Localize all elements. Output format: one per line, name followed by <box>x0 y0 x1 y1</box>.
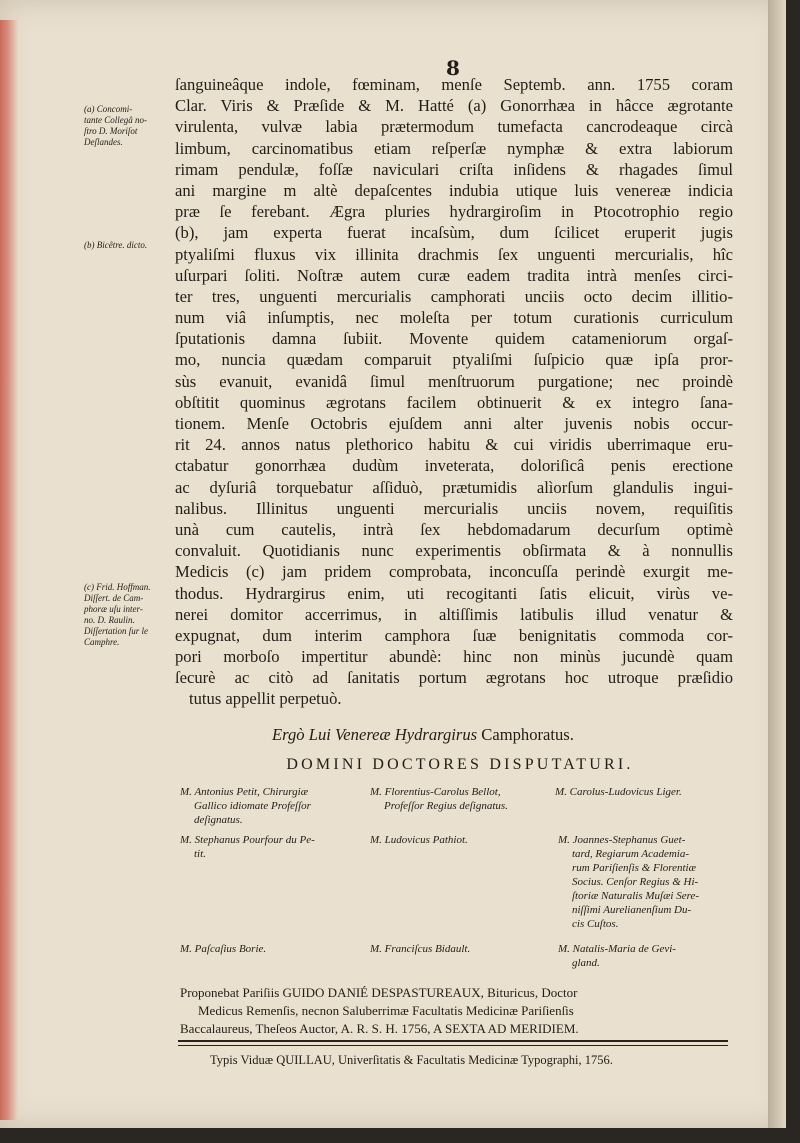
margin-note-line: (a) Concomi- <box>84 104 133 114</box>
doctor-entry <box>180 785 311 827</box>
doctor-line: tard, Regiarum Academia- <box>572 848 690 860</box>
page-left-edge <box>0 20 18 1120</box>
doctor-line: tit. <box>194 848 206 860</box>
doctor-entry <box>558 942 676 970</box>
body-line: thodus. Hydrargirus enim, uti recogitanti ſatis elicuit, virùs ve- <box>175 583 733 603</box>
section-heading: DOMINI DOCTORES DISPUTATURI. <box>286 756 634 773</box>
page-right-edge <box>768 0 786 1128</box>
doctor-line: M. Ludovicus Pathiot. <box>370 834 468 846</box>
body-line: ptyaliſmi fluxus vix illinita drachmis ſex unguenti mercurialis, hîc <box>175 244 733 264</box>
doctor-line: Gallico idiomate Profeſſor <box>194 800 311 812</box>
body-line: ter tres, unguenti mercurialis camphorati unciis octo decim illitio- <box>175 286 733 306</box>
printer-imprint: Typis Viduæ QUILLAU, Univerſitatis & Facultatis Medicinæ Typographi, 1756. <box>210 1053 613 1067</box>
doctor-line: deſignatus. <box>194 814 243 826</box>
margin-note-line: tante Collegâ no- <box>84 115 147 125</box>
doctor-entry <box>555 785 682 799</box>
margin-note-line: Diſſertation ſur le <box>84 626 148 636</box>
conclusion-italic: Ergò Lui Venereæ Hydrargirus <box>272 725 478 744</box>
margin-note-line: (c) Frid. Hoffman. <box>84 582 151 592</box>
horizontal-rule <box>178 1040 728 1046</box>
margin-note-b <box>84 240 176 251</box>
body-line: rit 24. annos natus plethorico habitu & cui viridis uberrimaque eru- <box>175 435 733 455</box>
margin-note-c <box>84 582 176 648</box>
doctor-line: rum Pariſienſis & Florentiæ <box>572 862 696 874</box>
proponebat-line: Baccalaureus, Theſeos Auctor, A. R. S. H. 1756, A SEXTA AD MERIDIEM. <box>180 1021 579 1036</box>
margin-note-line: phoræ uſu inter- <box>84 604 143 614</box>
conclusion-plain: Camphoratus. <box>481 725 574 744</box>
doctor-line: ſtoriæ Naturalis Muſæi Sere- <box>572 890 700 902</box>
body-line: ſecurè ac citò ad ſanitatis portum ægrotans hoc utroque præſidio <box>175 668 733 688</box>
body-line: Clar. Viris & Præſide & M. Hatté (a) Gonorrhæa in hâcce ægrotante <box>175 96 733 116</box>
doctor-line: M. Antonius Petit, Chirurgiæ <box>180 786 309 798</box>
body-line: expugnat, dum interim camphora ſuæ benignitatis commoda cor- <box>175 625 733 645</box>
body-line: mo, nuncia quædam comparuit ptyaliſmi ſuſpicio quæ ipſa pror- <box>175 350 733 370</box>
body-line: (b), jam experta fuerat incaſsùm, dum ſcilicet eruperit jugis <box>175 223 733 243</box>
body-line: rimam pendulæ, foſſæ naviculari criſta inſidens & rhagades ſimul <box>175 159 733 179</box>
doctor-entry <box>370 785 508 813</box>
body-line: limbum, carcinomatibus etiam reſperſæ nymphæ & extra labiorum <box>175 138 733 158</box>
doctor-line: M. Stephanus Pourfour du Pe- <box>180 834 315 846</box>
doctor-line: Profeſſor Regius deſignatus. <box>384 800 508 812</box>
doctor-entry <box>180 833 315 861</box>
proponebat-line: Medicus Remenſis, necnon Saluberrimæ Facultatis Medicinæ Pariſienſis <box>198 1003 574 1018</box>
body-line: ſputationis damna ſubiit. Movente quidem catameniorum orgaſ- <box>175 329 733 349</box>
margin-note-a <box>84 104 176 148</box>
proponebat-line: Proponebat Pariſiis GUIDO DANIÉ DESPASTUREAUX, Bituricus, Doctor <box>180 985 578 1000</box>
body-line: Medicis (c) jam pridem comprobata, inconcuſſa perindè exurgit me- <box>175 562 733 582</box>
conclusion-line <box>272 725 574 745</box>
body-line: uſurpari ſoliti. Noſtræ autem curæ eadem tradita intrà menſes circi- <box>175 265 733 285</box>
body-line: tutus appellit perpetuò. <box>189 689 342 709</box>
margin-note-line: (b) Bicêtre. dicto. <box>84 240 148 250</box>
doctor-entry <box>180 942 266 956</box>
doctor-line: Socius. Cenſor Regius & Hi- <box>572 876 699 888</box>
body-line: convaluit. Quotidianis nunc experimentis obſirmata & à nonnullis <box>175 541 733 561</box>
body-line: virulenta, vulvæ labia prætermodum tumefacta cancrodeaque circà <box>175 117 733 137</box>
doctor-line: M. Paſcaſius Borie. <box>180 943 267 955</box>
body-line: ani margine m altè depaſcentes indubia utique luis venereæ indicia <box>175 180 733 200</box>
body-line: tionem. Menſe Octobris ejuſdem anni alter juvenis nobis occur- <box>175 414 733 433</box>
body-line: unà cum cautelis, intrà ſex hebdomadarum decurſum optimè <box>175 519 733 539</box>
doctor-line: M. Natalis-Maria de Gevi- <box>558 943 676 955</box>
page-number: 8 <box>446 56 460 80</box>
body-line: ctabatur gonorrhæa dudùm inveterata, doloriſicâ penis erectione <box>175 456 733 476</box>
body-line: ac dyſuriâ torquebatur aſſiduò, prætumidis alìorſum glandulis ingui- <box>175 477 733 497</box>
body-line: præ ſe ferebant. Ægra pluries hydrargiroſim in Ptocotrophio regio <box>175 202 733 222</box>
doctor-entry <box>370 833 468 847</box>
doctor-line: M. Florentius-Carolus Bellot, <box>370 786 501 798</box>
doctor-line: niſſimi Aurelianenſium Du- <box>572 904 692 916</box>
doctor-entry <box>558 833 699 931</box>
margin-note-line: ſtro D. Moriſot <box>84 126 138 136</box>
doctor-line: cis Cuſtos. <box>572 918 619 930</box>
margin-note-line: Diſſert. de Cam- <box>84 593 144 603</box>
margin-note-line: Deſlandes. <box>84 137 123 147</box>
body-text <box>175 74 733 710</box>
proponebat-block <box>180 984 728 1038</box>
body-line: obſtitit quominus ægrotans facilem obtinuerit & ex integro ſana- <box>175 392 733 412</box>
doctor-line: gland. <box>572 957 600 969</box>
body-line: nerei domitor accerrimus, in altiſſimis latibulis illud venatur & <box>175 604 733 624</box>
body-line: ſanguineâque indole, fœminam, menſe Septemb. ann. 1755 coram <box>175 75 733 94</box>
margin-note-line: no. D. Raulin. <box>84 615 135 625</box>
doctor-line: M. Joannes-Stephanus Guet- <box>558 834 686 846</box>
doctor-line: M. Franciſcus Bidault. <box>370 943 471 955</box>
margin-note-line: Camphre. <box>84 637 120 647</box>
body-line: num viâ inſumptis, nec moleſta per totum curationis curriculum <box>175 308 733 328</box>
doctor-entry <box>370 942 470 956</box>
body-line: pori morboſo impertitur abundè: hinc non minùs jucundè quam <box>175 647 733 667</box>
body-line: sùs evanuit, evanidâ ſimul menſtruorum purgatione; nec proindè <box>175 371 733 391</box>
doctor-line: M. Carolus-Ludovicus Liger. <box>555 786 682 798</box>
body-line: nalibus. Illinitus unguenti mercurialis unciis novem, requiſitis <box>175 498 733 518</box>
